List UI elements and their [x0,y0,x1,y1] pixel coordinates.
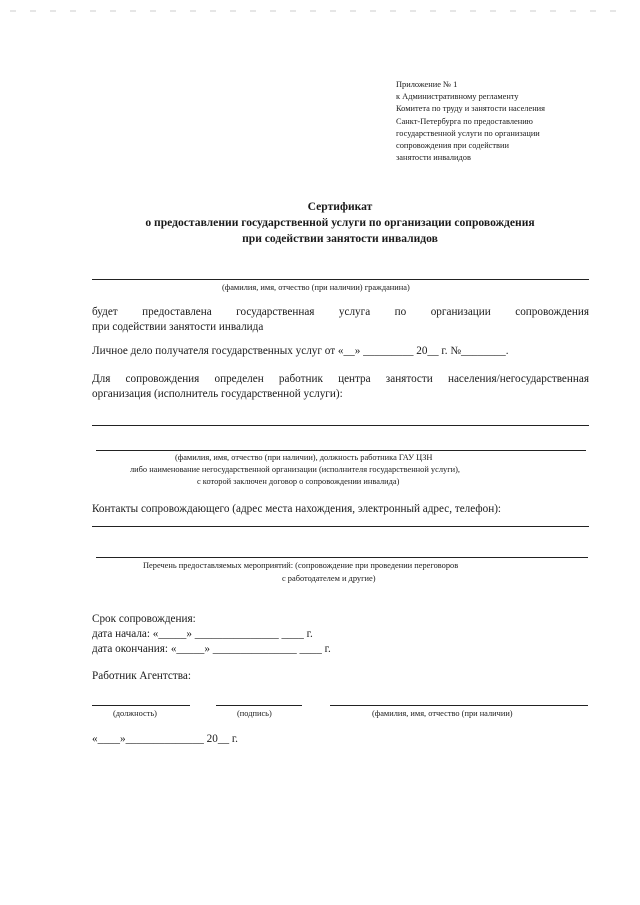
citizen-name-caption: (фамилия, имя, отчество (при наличии) гражданина) [222,283,410,292]
full-name-caption: (фамилия, имя, отчество (при наличии) [372,709,513,718]
activities-fill-line[interactable] [96,557,588,558]
appendix-block [396,79,626,164]
escort-caption-line1: (фамилия, имя, отчество (при наличии), должность работника ГАУ ЦЗН [175,453,433,462]
appendix-line: Комитета по труду и занятости населения [396,104,546,114]
escort-text-line2: организация (исполнитель государственной услуги): [92,388,343,400]
issue-date[interactable]: «____»______________ 20__ г. [92,733,238,745]
certificate-title: Сертификат [307,200,373,213]
escort-caption-line2: либо наименование негосударственной организации (исполнителя государственной услуги), [130,465,460,474]
appendix-line: занятости инвалидов [396,153,471,163]
period-end-date[interactable]: дата окончания: «_____» _______________ ____ г. [92,643,331,655]
certificate-subtitle-line1: о предоставлении государственной услуги по организации сопровождения [145,216,535,229]
position-caption: (должность) [113,709,157,718]
personal-file-text: Личное дело получателя государственных услуг от «__» _________ 20__ г. №________. [92,345,509,357]
citizen-name-line[interactable] [92,279,589,280]
signature-caption: (подпись) [237,709,272,718]
contacts-label: Контакты сопровождающего (адрес места нахождения, электронный адрес, телефон): [92,503,502,515]
full-name-line[interactable] [330,705,588,706]
escort-text-line1: Для сопровождения определен работник центра занятости населения/негосударственная [92,373,589,385]
period-start-date[interactable]: дата начала: «_____» _______________ ____ г. [92,628,313,640]
appendix-line: сопровождения при содействии [396,141,509,151]
service-text-line2: при содействии занятости инвалида [92,321,264,333]
appendix-line: Санкт-Петербурга по предоставлению [396,116,533,126]
signature-line[interactable] [216,705,302,706]
activities-caption-line2: с работодателем и другие) [282,574,376,583]
appendix-line: к Административному регламенту [396,92,519,102]
period-label: Срок сопровождения: [92,613,196,625]
certificate-subtitle-line2: при содействии занятости инвалидов [242,232,438,245]
agency-worker-label: Работник Агентства: [92,670,191,682]
escort-fill-line-2[interactable] [96,450,586,451]
appendix-line: государственной услуги по организации [396,128,540,138]
service-text-line1: будет предоставлена государственная услуга по организации сопровождения [92,306,589,318]
activities-caption-line1: Перечень предоставляемых мероприятий: (сопровождение при проведении переговоров [143,561,459,570]
position-line[interactable] [92,705,190,706]
contacts-fill-line[interactable] [92,526,589,527]
scan-artifact-line [0,8,640,14]
escort-caption-line3: с которой заключен договор о сопровождении инвалида) [197,477,400,486]
escort-fill-line-1[interactable] [92,425,589,426]
appendix-line: Приложение № 1 [396,80,458,89]
